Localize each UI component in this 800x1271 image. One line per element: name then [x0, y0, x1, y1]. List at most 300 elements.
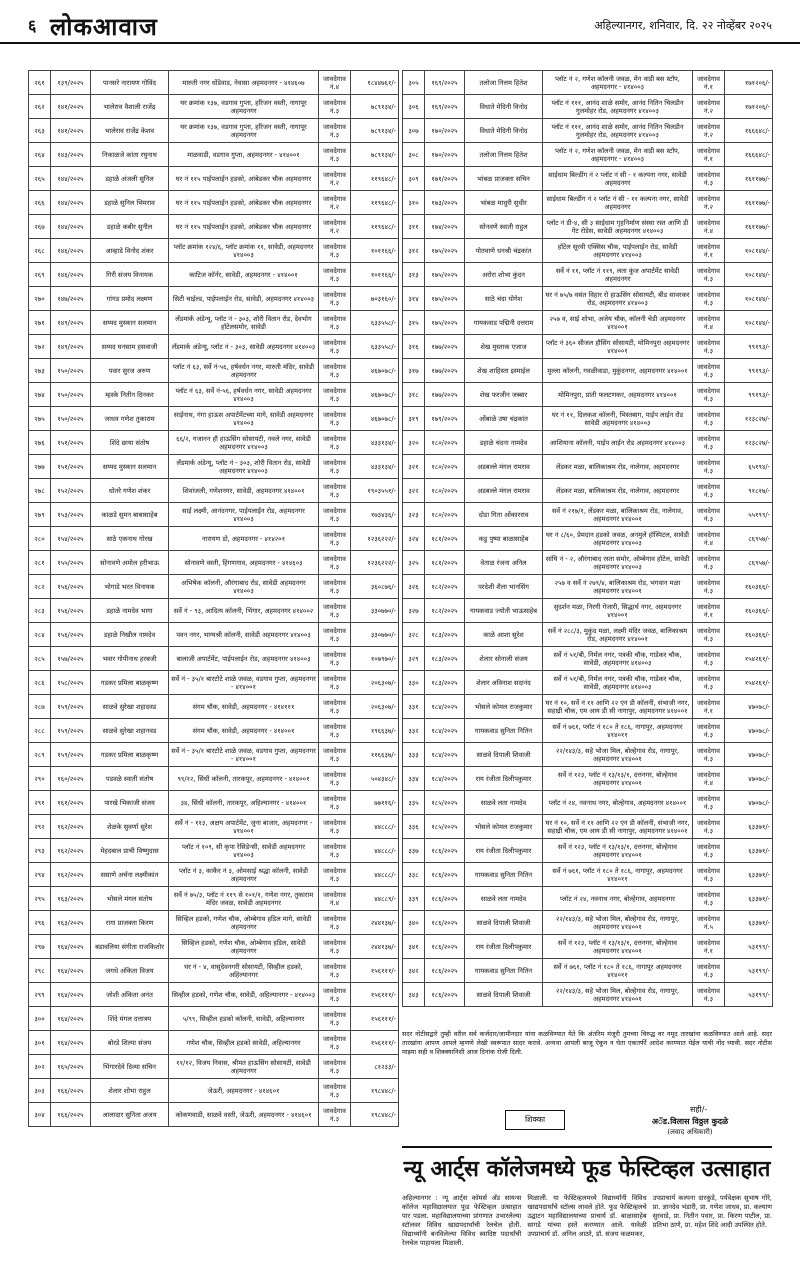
- debtor-address-cell: प्लॉट नं ३, काकैर नं ३, ओमसाई श्रद्धा कॉलनी, सावेडी अहमदनगर: [169, 863, 319, 887]
- debtor-address-cell: घर नं १०, सर्वे नं ११ आणि २२ एन डी कॉलनी, संभाजी नगर, सहाद्री चौक, एम आय डी सी नागापुर, अहमदनगर ४१४००१: [543, 695, 693, 719]
- serial-number-cell: ३१९: [403, 407, 425, 431]
- debtor-name-cell: वेताळ रंजना अनिल: [465, 551, 543, 575]
- serial-number-cell: २६४: [29, 143, 51, 167]
- court-ref-cell: जावदेगाव नं.३: [693, 623, 725, 647]
- debtor-address-cell: लँडमार्क अंडेन्यू, प्लॉट नं - ३०३, शोरी वितान रोड, सावेडी अहमदनगर ४१४००३: [169, 455, 319, 479]
- debtor-address-cell: घर नं - ४, वासुदेवनगरी सोसायटी, सिव्हील हडको, अहिल्यानगर: [169, 959, 319, 983]
- case-number-cell: १६९/२०२५: [425, 71, 465, 95]
- debtor-name-cell: विधाते मेदिनी विनोद: [465, 95, 543, 119]
- court-ref-cell: जावदेगाव नं.३: [319, 599, 351, 623]
- debtor-name-cell: आव्हाडे विनोद शंकर: [91, 239, 169, 263]
- table-row: [29, 143, 399, 167]
- amount-cell: ११६६३७/-: [351, 743, 399, 767]
- debtor-address-cell: गणेश चौक, सिव्हील हडको सावेडी, अहिल्यानगर: [169, 1031, 319, 1055]
- debtor-address-cell: प्लॉट नं १०९, सी कृपा रेसिडेन्सी, सावेडी अहमदनगर ४१४००३: [169, 839, 319, 863]
- amount-cell: ५३१९९/-: [725, 983, 773, 1007]
- debtor-name-cell: शेख शाहिस्ता इस्माईल: [465, 359, 543, 383]
- table-row: [403, 839, 773, 863]
- debtor-name-cell: पारखे भिकाजी संजय: [91, 791, 169, 815]
- amount-cell: ९९१९३/-: [725, 335, 773, 359]
- table-row: [403, 239, 773, 263]
- case-number-cell: १८५/२०२५: [425, 815, 465, 839]
- case-number-cell: १३९/२०२५: [51, 71, 91, 95]
- amount-cell: २०६३०७/-: [351, 671, 399, 695]
- table-row: [29, 119, 399, 143]
- serial-number-cell: २८१: [29, 551, 51, 575]
- serial-number-cell: ३४१: [403, 935, 425, 959]
- amount-cell: ११९६४८/-: [351, 191, 399, 215]
- debtor-address-cell: प्लॉट नं २, गणेश कॉलनी जवळ, मेन वाडी बस स्टॉप, अहमदनगर - ४१४००३: [543, 143, 693, 167]
- court-ref-cell: जावदेगाव नं.३: [693, 407, 725, 431]
- table-row: [403, 935, 773, 959]
- table-row: [403, 263, 773, 287]
- debtor-name-cell: मेहदबाल प्राची विष्णुदास: [91, 839, 169, 863]
- amount-cell: २४४१३७/-: [351, 911, 399, 935]
- debtor-name-cell: डहाळे चंदना नामदेव: [465, 431, 543, 455]
- court-ref-cell: जावदेगाव नं.३: [319, 815, 351, 839]
- amount-cell: ७८९१३४/-: [351, 143, 399, 167]
- court-ref-cell: जावदेगाव नं.२: [319, 167, 351, 191]
- debtor-address-cell: २२/१४३/३, सहे भोजा मिल, बोल्हेगाव रोड, नागापूर, अहमदनगर ४१४००१: [543, 983, 693, 1007]
- serial-number-cell: २७६: [29, 431, 51, 455]
- debtor-name-cell: दोडा गिता ओंकारराव: [465, 503, 543, 527]
- serial-number-cell: ३२०: [403, 431, 425, 455]
- debtor-address-cell: प्लॉट नं २४, नवनाथ नगर, बोल्हेगाव, अहमदनगर ४१४००१: [543, 791, 693, 815]
- serial-number-cell: ३१४: [403, 287, 425, 311]
- amount-cell: ७७११६/-: [351, 791, 399, 815]
- serial-number-cell: २८४: [29, 623, 51, 647]
- serial-number-cell: ३३३: [403, 743, 425, 767]
- debtor-address-cell: माळवाडी, वडगाव गुप्ता, अहमदनगर - ४१४००१: [169, 143, 319, 167]
- table-row: [403, 551, 773, 575]
- amount-cell: ४७०७८/-: [725, 695, 773, 719]
- case-number-cell: १४९/२०२५: [51, 335, 91, 359]
- news-column: मिळाली. या फेस्टिव्हलमध्ये विद्यार्थ्यांनी विविध खाद्यपदार्थांचे स्टॉल्स लावले होते. फूड फेस्टिव्हलचे उद्घाटन महाविद्यालयाच्या प्राचार्य डॉ. बाळासाहेब सागडे यांच्या हस्ते करण्यात आले. यावेळी उपप्राचार्य डॉ. अनिल आठरे, डॉ. संजय कळमकर,: [527, 1194, 647, 1238]
- debtor-address-cell: आशियाना कॉलनी, पाईप लाईन रोड अहमदनगर ४१४००३: [543, 431, 693, 455]
- serial-number-cell: ३१५: [403, 311, 425, 335]
- court-ref-cell: जावदेगाव नं.३: [319, 983, 351, 1007]
- table-row: [29, 743, 399, 767]
- court-ref-cell: जावदेगाव नं.३: [693, 455, 725, 479]
- debtor-address-cell: सर्वे नं १२३, प्लॉट नं १३/१३/१, दत्तनगर, बोल्हेगाव अहमदनगर ४१४००१: [543, 767, 693, 791]
- signatory-name: अॅड.विलास विठ्ठल कुदळे: [651, 1117, 729, 1126]
- table-row: [29, 527, 399, 551]
- table-row: [29, 71, 399, 95]
- court-ref-cell: जावदेगाव नं.३: [319, 431, 351, 455]
- debtor-address-cell: सर्वे नं - ९३, आदित्य कॉलनी, भिंगार, अहमदनगर ४१४००२: [169, 599, 319, 623]
- debtor-name-cell: भिंगारदेवे दिव्या सचिन: [91, 1055, 169, 1079]
- debtor-name-cell: विधाते मेदिनी विनोद: [465, 119, 543, 143]
- debtor-address-cell: सिव्हिल हडको, गणेश चौक, ओम्बेगाव हडिल, सावेडी अहमदनगर: [169, 935, 319, 959]
- serial-number-cell: ३३०: [403, 671, 425, 695]
- court-ref-cell: जावदेगाव नं.३: [693, 479, 725, 503]
- serial-number-cell: ३२५: [403, 551, 425, 575]
- court-ref-cell: जावदेगाव नं.३: [693, 983, 725, 1007]
- serial-number-cell: २९१: [29, 791, 51, 815]
- table-row: [29, 215, 399, 239]
- debtor-name-cell: जोशी अंकिता अनंत: [91, 983, 169, 1007]
- serial-number-cell: २९४: [29, 863, 51, 887]
- court-ref-cell: जावदेगाव नं.३: [319, 647, 351, 671]
- court-ref-cell: जावदेगाव नं.३: [319, 95, 351, 119]
- news-headline: न्यू आर्ट्स कॉलेजमध्ये फूड फेस्टिव्हल उत्साहात: [402, 1146, 772, 1190]
- case-number-cell: १८६/२०२५: [425, 887, 465, 911]
- amount-cell: १६११७७/-: [725, 167, 773, 191]
- debtor-name-cell: साळवे सुरेखा शहानवड: [91, 719, 169, 743]
- table-row: [29, 455, 399, 479]
- amount-cell: ८१२३३/-: [351, 1055, 399, 1079]
- debtor-name-cell: म्हस्के नितीन दिनकर: [91, 383, 169, 407]
- amount-cell: ४६७०७८/-: [351, 359, 399, 383]
- amount-cell: ६३३७१/-: [725, 815, 773, 839]
- table-row: [29, 1103, 399, 1127]
- debtor-address-cell: २२/१४३/३, सहे भोजा मिल, बोल्हेगाव रोड, नागापूर, अहमदनगर ४१४००१: [543, 743, 693, 767]
- amount-cell: १९६६३७/-: [351, 719, 399, 743]
- court-ref-cell: जावदेगाव नं.३: [319, 719, 351, 743]
- table-row: [403, 527, 773, 551]
- debtor-address-cell: घर नं ७५/७ वसंत विहार रो हाऊसिंग सोसायटी, बीड सावरकर रोड, अहमदनगर ४१४००३: [543, 287, 693, 311]
- amount-cell: ९९१९३/-: [725, 359, 773, 383]
- case-number-cell: १८३/२०२५: [425, 671, 465, 695]
- debtor-address-cell: कोकणवाडी, साळवे वस्ती, जेऊरी, अहमदनगर - ४१४६०१: [169, 1103, 319, 1127]
- court-ref-cell: जावदेगाव नं.३: [319, 287, 351, 311]
- amount-cell: ४३३१३४/-: [351, 455, 399, 479]
- table-row: [403, 383, 773, 407]
- debtor-address-cell: २२/१४३/३, सहे भोजा मिल, बोल्हेगाव रोड, नागापूर, अहमदनगर ४१४००१: [543, 911, 693, 935]
- serial-number-cell: ३०७: [403, 119, 425, 143]
- table-row: [29, 695, 399, 719]
- table-row: [403, 215, 773, 239]
- debtor-name-cell: कडु पुष्पा बाळासाहेब: [465, 527, 543, 551]
- seal-box: शिक्का: [505, 1110, 565, 1130]
- case-number-cell: १८३/२०२५: [425, 647, 465, 671]
- serial-number-cell: ३३५: [403, 791, 425, 815]
- serial-number-cell: ३३१: [403, 695, 425, 719]
- case-number-cell: १६४/२०२५: [51, 1007, 91, 1031]
- debtor-address-cell: सर्वे नं ५१/बी, निर्मल नगर, पत्रकी चौक, गाडेकर चौक, सावेडी, अहमदनगर ४१४००३: [543, 671, 693, 695]
- serial-number-cell: ३४२: [403, 959, 425, 983]
- news-body: [402, 1194, 772, 1248]
- case-number-cell: १५२/२०२५: [51, 479, 91, 503]
- court-ref-cell: जावदेगाव नं.३: [319, 1031, 351, 1055]
- debtor-address-cell: घर नं १०, सर्वे नं ११ आणि २२ एन डी कॉलनी, संभाजी नगर, सहाद्री चौक, एम आय डी सी नागापुर, अहमदनगर ४१४००१: [543, 815, 693, 839]
- court-ref-cell: जावदेगाव नं.३: [319, 623, 351, 647]
- debtor-address-cell: लेंडकर मळा, बालिकाश्रम रोड, नालेगाव, अहमदनगर: [543, 479, 693, 503]
- debtor-address-cell: प्लॉट नं ६३, सर्वे नं-५६, हर्षवर्धन नगर, मारुती मंदिर, सावेडी अहमदनगर: [169, 359, 319, 383]
- case-number-cell: १६४/२०२५: [51, 983, 91, 1007]
- debtor-address-cell: लँडमार्क अंडेन्यू, प्लॉट नं - ३०३, शोरी वितान रोड, देवभोग हॉटेलसमोर, सावेडी: [169, 311, 319, 335]
- table-row: [29, 191, 399, 215]
- notice-table-right: [402, 70, 772, 1007]
- debtor-name-cell: भोसले मंगल संतोष: [91, 887, 169, 911]
- court-ref-cell: जावदेगाव नं.३: [319, 527, 351, 551]
- court-ref-cell: जावदेगाव नं.३: [319, 479, 351, 503]
- debtor-name-cell: साठे चंदा योगेश: [465, 287, 543, 311]
- debtor-name-cell: अडबल्ले मंगल रामराव: [465, 455, 543, 479]
- debtor-address-cell: बालाजी अपार्टमेंट, पाईपलाईन रोड, अहमदनगर ४१४००३: [169, 647, 319, 671]
- debtor-address-cell: मारुती नगर धोंडेवाड, नेवासा अहमदनगर - ४१४६०७: [169, 71, 319, 95]
- case-number-cell: १७०/२०२५: [425, 119, 465, 143]
- table-row: [29, 551, 399, 575]
- court-ref-cell: जावदेगाव नं.३: [693, 863, 725, 887]
- debtor-address-cell: घर नं ११, दिलकश कॉलनी, भिस्तबाग, पाईप लाईन रोड सावेडी अहमदनगर ४१४००३: [543, 407, 693, 431]
- debtor-address-cell: सिव्हिल हडको, गणेश चौक, ओम्बेगाव हडिल मागे, सावेडी अहमदनगर: [169, 911, 319, 935]
- case-number-cell: १४४/२०२५: [51, 191, 91, 215]
- debtor-name-cell: काळडे सुमन बाबासाहेब: [91, 503, 169, 527]
- debtor-address-cell: प्लॉट नं २, गणेश कॉलनी जवळ, मेन वाडी बस स्टॉप, अहमदनगर - ४१४००३: [543, 71, 693, 95]
- debtor-address-cell: प्लॉट नं १११, आनंद शाळे समोर, आनंद नितिन चिलडीन गुलमोहर रोड, अहमदनगर ४१४००३: [543, 119, 693, 143]
- court-ref-cell: जावदेगाव नं.१: [693, 239, 725, 263]
- case-number-cell: १६०/२०२५: [51, 767, 91, 791]
- court-ref-cell: जावदेगाव नं.३: [693, 887, 725, 911]
- table-row: [29, 575, 399, 599]
- serial-number-cell: २८७: [29, 695, 51, 719]
- table-row: [29, 863, 399, 887]
- table-row: [29, 887, 399, 911]
- case-number-cell: १५७/२०२५: [51, 647, 91, 671]
- amount-cell: १६६६४८/-: [725, 143, 773, 167]
- table-row: [29, 311, 399, 335]
- case-number-cell: १६३/२०२५: [51, 911, 91, 935]
- case-number-cell: १८६/२०२५: [425, 839, 465, 863]
- court-ref-cell: जावदेगाव नं.३: [319, 1079, 351, 1103]
- table-row: [29, 935, 399, 959]
- debtor-address-cell: ९९/१२, सिंधी कॉलनी, तारकपूर, अहमदनगर - ४१४००१: [169, 767, 319, 791]
- debtor-address-cell: सिव्हील हडको, गणेश चौक, सावेडी, अहिल्यानगर - ४१४००३: [169, 983, 319, 1007]
- court-ref-cell: जावदेगाव नं.३: [319, 671, 351, 695]
- serial-number-cell: ३२४: [403, 527, 425, 551]
- serial-number-cell: २९७: [29, 935, 51, 959]
- serial-number-cell: २६५: [29, 167, 51, 191]
- debtor-address-cell: सिटी चाईल्ड, पाईपलाईन रोड, सावेडी, अहमदनगर ४१४००३: [169, 287, 319, 311]
- serial-number-cell: ३३७: [403, 839, 425, 863]
- masthead: [0, 0, 800, 44]
- court-ref-cell: जावदेगाव नं.३: [319, 791, 351, 815]
- serial-number-cell: २९३: [29, 839, 51, 863]
- debtor-address-cell: सोनावणे वस्ती, हिंगणगाव, अहमदनगर - ४१४६०३: [169, 551, 319, 575]
- debtor-name-cell: गडकर प्रमिला बाळकृष्ण: [91, 671, 169, 695]
- debtor-address-cell: घर क्रमांक १३७, वडगाव गुप्ता, हरिजन वस्ती, नागापूर अहमदनगर: [169, 95, 319, 119]
- case-number-cell: १८४/२०२५: [425, 695, 465, 719]
- table-row: [403, 311, 773, 335]
- debtor-address-cell: सर्वे नं ७६१, प्लॉट नं १८० ते १८६, नागापूर अहमदनगर ४१४०११: [543, 959, 693, 983]
- table-row: [403, 719, 773, 743]
- case-number-cell: १७७/२०२५: [425, 335, 465, 359]
- debtor-name-cell: ओंबाळे उषा चंद्रकांत: [465, 407, 543, 431]
- serial-number-cell: ३२९: [403, 647, 425, 671]
- amount-cell: १५६१११/-: [351, 1031, 399, 1055]
- debtor-name-cell: ससाणे अर्चना लक्ष्मीकांत: [91, 863, 169, 887]
- serial-number-cell: ३३८: [403, 863, 425, 887]
- case-number-cell: १५१/२०२५: [51, 431, 91, 455]
- court-ref-cell: जावदेगाव नं.१: [693, 143, 725, 167]
- table-row: [29, 959, 399, 983]
- serial-number-cell: २९२: [29, 815, 51, 839]
- table-row: [29, 1007, 399, 1031]
- debtor-name-cell: पडवळे स्वाती संतोष: [91, 767, 169, 791]
- court-ref-cell: जावदेगाव नं.३: [319, 359, 351, 383]
- case-number-cell: १८६/२०२५: [425, 911, 465, 935]
- serial-number-cell: २७२: [29, 335, 51, 359]
- amount-cell: ४७०७८/-: [725, 743, 773, 767]
- case-number-cell: १४६/२०२५: [51, 239, 91, 263]
- serial-number-cell: ३१२: [403, 239, 425, 263]
- debtor-name-cell: राय रंजीता दिलीपकुमार: [465, 767, 543, 791]
- amount-cell: ४४८८८/-: [351, 839, 399, 863]
- debtor-address-cell: साईधाम बिल्डींग नं २ प्लॉट नं सी - ११ कल्पना नगर, सावेडी अहमदनगर: [543, 191, 693, 215]
- serial-number-cell: २८८: [29, 719, 51, 743]
- court-ref-cell: जावदेगाव नं.३: [319, 407, 351, 431]
- amount-cell: १६११७७/-: [725, 191, 773, 215]
- serial-number-cell: २६२: [29, 95, 51, 119]
- serial-number-cell: २७४: [29, 383, 51, 407]
- debtor-name-cell: गिरी संजय विनायक: [91, 263, 169, 287]
- case-number-cell: १८०/२०२५: [425, 503, 465, 527]
- serial-number-cell: ३११: [403, 215, 425, 239]
- debtor-address-cell: सर्वे नं ५१/बी, निर्मल नगर, पत्रकी चौक, गाडेकर चौक, सावेडी, अहमदनगर ४१४००३: [543, 647, 693, 671]
- case-number-cell: १५९/२०२५: [51, 743, 91, 767]
- debtor-name-cell: शेलार अविनाश सदानंद: [465, 671, 543, 695]
- debtor-address-cell: सुदर्शन मळा, निरगी गेजारी, सिद्धार्थ नगर, अहमदनगर ४१४००१: [543, 599, 693, 623]
- debtor-address-cell: घर नं ११५ पाईपलाईन हडको, आंबेडकर चौक अहमदनगर: [169, 191, 319, 215]
- serial-number-cell: २७५: [29, 407, 51, 431]
- case-number-cell: १८०/२०२५: [425, 455, 465, 479]
- serial-number-cell: २६६: [29, 191, 51, 215]
- table-row: [29, 263, 399, 287]
- debtor-address-cell: घर नं ८/६०, प्रेमदान हडको जवळ, अनमुले हॉस्पिटल, सावेडी अहमदनगर ४१४००३: [543, 527, 693, 551]
- amount-cell: ७०३१६०/-: [351, 287, 399, 311]
- court-ref-cell: जावदेगाव नं.३: [693, 383, 725, 407]
- table-row: [29, 839, 399, 863]
- debtor-address-cell: हॉटेल सूरवी एक्सिस चौक, पाईपलाईन रोड, सावेडी अहमदनगर ४१४००३: [543, 239, 693, 263]
- case-number-cell: १४१/२०२५: [51, 95, 91, 119]
- case-number-cell: १५३/२०२५: [51, 503, 91, 527]
- table-row: [29, 407, 399, 431]
- case-number-cell: १६४/२०२५: [51, 959, 91, 983]
- case-number-cell: १८४/२०२५: [425, 719, 465, 743]
- serial-number-cell: २९०: [29, 767, 51, 791]
- case-number-cell: १८१/२०२५: [425, 551, 465, 575]
- case-number-cell: १८४/२०२५: [425, 767, 465, 791]
- case-number-cell: १५०/२०२५: [51, 359, 91, 383]
- debtor-address-cell: साईधाम बिल्डींग नं २ प्लॉट नं सी - १ कल्पना नगर, सावेडी अहमदनगर: [543, 167, 693, 191]
- amount-cell: ४४८८९/-: [351, 887, 399, 911]
- case-number-cell: १६२/२०२५: [51, 839, 91, 863]
- serial-number-cell: २८६: [29, 671, 51, 695]
- table-row: [29, 503, 399, 527]
- serial-number-cell: २७१: [29, 311, 51, 335]
- table-row: [403, 887, 773, 911]
- court-ref-cell: जावदेगाव नं.३: [693, 431, 725, 455]
- debtor-name-cell: निकाळजे कांता रघुनाथ: [91, 143, 169, 167]
- debtor-name-cell: साळवे लता नामदेव: [465, 791, 543, 815]
- debtor-address-cell: सर्वे नं - ३५/१ बारटोटे शाळे जवळ, वडगाव गुप्ता, अहमदनगर - ४१४००१: [169, 671, 319, 695]
- debtor-address-cell: प्लॉट क्रमांक १२४/६, प्लॉट क्रमांक ११, सावेडी, अहमदनगर ४१४००३: [169, 239, 319, 263]
- court-ref-cell: जावदेगाव नं.३: [693, 839, 725, 863]
- amount-cell: ५५१९९/-: [725, 503, 773, 527]
- debtor-name-cell: तलोजा निलम हितेश: [465, 143, 543, 167]
- amount-cell: १५६१११/-: [351, 959, 399, 983]
- serial-number-cell: ३३६: [403, 815, 425, 839]
- debtor-address-cell: ११/१२, विजय निवास, श्रीमत हाऊसिंग सोसायटी, सावेडी अहमदनगर: [169, 1055, 319, 1079]
- serial-number-cell: ३०३: [29, 1079, 51, 1103]
- debtor-address-cell: काटिज कॉर्नर, सावेडी, अहमदनगर - ४१४००१: [169, 263, 319, 287]
- debtor-address-cell: साईनाथ, गंगा हाऊस अपार्टमेंटच्या मागे, सावेडी अहमदनगर ४१४००३: [169, 407, 319, 431]
- debtor-address-cell: सर्वे नं ७६१, प्लॉट नं १८० ते १८६, नागापूर, अहमदनगर ४१४०११: [543, 863, 693, 887]
- debtor-name-cell: शेख फरजीन जब्बार: [465, 383, 543, 407]
- serial-number-cell: २८५: [29, 647, 51, 671]
- serial-number-cell: ३२७: [403, 599, 425, 623]
- amount-cell: ४४८८८/-: [351, 815, 399, 839]
- case-number-cell: १७५/२०२५: [425, 239, 465, 263]
- court-ref-cell: जावदेगाव नं.३: [693, 791, 725, 815]
- court-ref-cell: जावदेगाव नं.३: [319, 959, 351, 983]
- table-row: [403, 695, 773, 719]
- court-ref-cell: जावदेगाव नं.२: [693, 119, 725, 143]
- debtor-name-cell: डहाळे सुनिल भिमराव: [91, 191, 169, 215]
- case-number-cell: १५१/२०२५: [51, 455, 91, 479]
- debtor-name-cell: बडावलिया संगीता राजकिशोर: [91, 935, 169, 959]
- case-number-cell: १८६/२०२५: [425, 959, 465, 983]
- amount-cell: १७१२०६/-: [725, 95, 773, 119]
- serial-number-cell: ३०८: [403, 143, 425, 167]
- case-number-cell: १६६/२०२५: [51, 1103, 91, 1127]
- amount-cell: १९०३५५१/-: [351, 479, 399, 503]
- amount-cell: ७८९१३४/-: [351, 119, 399, 143]
- debtor-address-cell: सर्वे नं ११, प्लॉट नं ११९, लता कुंज अपार्टमेंट सावेडी अहमदनगर: [543, 263, 693, 287]
- court-ref-cell: जावदेगाव नं.३: [693, 287, 725, 311]
- amount-cell: ६३३७१/-: [725, 839, 773, 863]
- debtor-name-cell: गायकवाड पद्मिनी दत्तराम: [465, 311, 543, 335]
- debtor-address-cell: शिवांजली, गणेशनगर, सावेडी, अहमदनगर ४१४००१: [169, 479, 319, 503]
- serial-number-cell: ३३२: [403, 719, 425, 743]
- serial-number-cell: २६३: [29, 119, 51, 143]
- amount-cell: १०८१४४/-: [725, 311, 773, 335]
- debtor-address-cell: घर नं ११५ पाईपलाईन हडको, आंबेडकर चौक अहमदनगर: [169, 215, 319, 239]
- debtor-address-cell: लँडमार्क अंडेन्यू, प्लॉट नं - ३०३, सावेडी अहमदनगर ४१४००३: [169, 335, 319, 359]
- page-number: ६: [28, 16, 37, 35]
- debtor-name-cell: भालेराव वैशाली राजेंद्र: [91, 95, 169, 119]
- debtor-address-cell: घर क्रमांक १३७, वडगाव गुप्ता, हरिजन वस्ती, नागापूर अहमदनगर: [169, 119, 319, 143]
- table-row: [403, 407, 773, 431]
- amount-cell: ६३३७१/-: [725, 863, 773, 887]
- amount-cell: ११९६४८/-: [351, 167, 399, 191]
- court-ref-cell: जावदेगाव नं.३: [319, 695, 351, 719]
- amount-cell: ६५१९४/-: [725, 455, 773, 479]
- case-number-cell: १५८/२०२५: [51, 671, 91, 695]
- debtor-name-cell: पोतवाणे धनश्री चंद्रकांत: [465, 239, 543, 263]
- debtor-name-cell: गांगड प्रमोद लक्ष्मण: [91, 287, 169, 311]
- legal-notice-text: सदर नोटीसद्वारे तुम्ही वरील सर्व कर्जदार/जामीनदार यांना कळविण्यात येते कि अंतरिम मंजूरी तुमच्या विरुद्ध वर नमूद तारखांना कळविण्यात आले आहे. सदर तारखांना आपण आपले म्हणणे लेखी स्वरूपात सादर करावे. अन्यथा आपली बाजू ऐकून न घेता एकतर्फी आदेश करण्यात येईल याची नोंद घ्यावी. सदर नोटीस माझ्या सही व शिक्क्यानिशी आज दिनांक रोजी दिली.: [402, 1030, 772, 1056]
- case-number-cell: १४९/२०२५: [51, 311, 91, 335]
- table-row: [403, 743, 773, 767]
- debtor-name-cell: पानसरे नारायण गोविंद: [91, 71, 169, 95]
- amount-cell: ५३१९९/-: [725, 959, 773, 983]
- court-ref-cell: जावदेगाव नं.३: [693, 647, 725, 671]
- court-ref-cell: जावदेगाव नं.३: [693, 263, 725, 287]
- debtor-name-cell: राय रंजीता दिलीपकुमार: [465, 935, 543, 959]
- amount-cell: १६०३६६/-: [725, 575, 773, 599]
- amount-cell: ५०४३४८/-: [351, 767, 399, 791]
- amount-cell: ४६७०७८/-: [351, 383, 399, 407]
- court-ref-cell: जावदेगाव नं.३: [319, 863, 351, 887]
- case-number-cell: १४४/२०२५: [51, 167, 91, 191]
- table-row: [29, 911, 399, 935]
- signature-label: सही/-: [690, 1105, 708, 1114]
- court-ref-cell: जावदेगाव नं.१: [693, 695, 725, 719]
- table-row: [403, 863, 773, 887]
- case-number-cell: १८२/२०२५: [425, 599, 465, 623]
